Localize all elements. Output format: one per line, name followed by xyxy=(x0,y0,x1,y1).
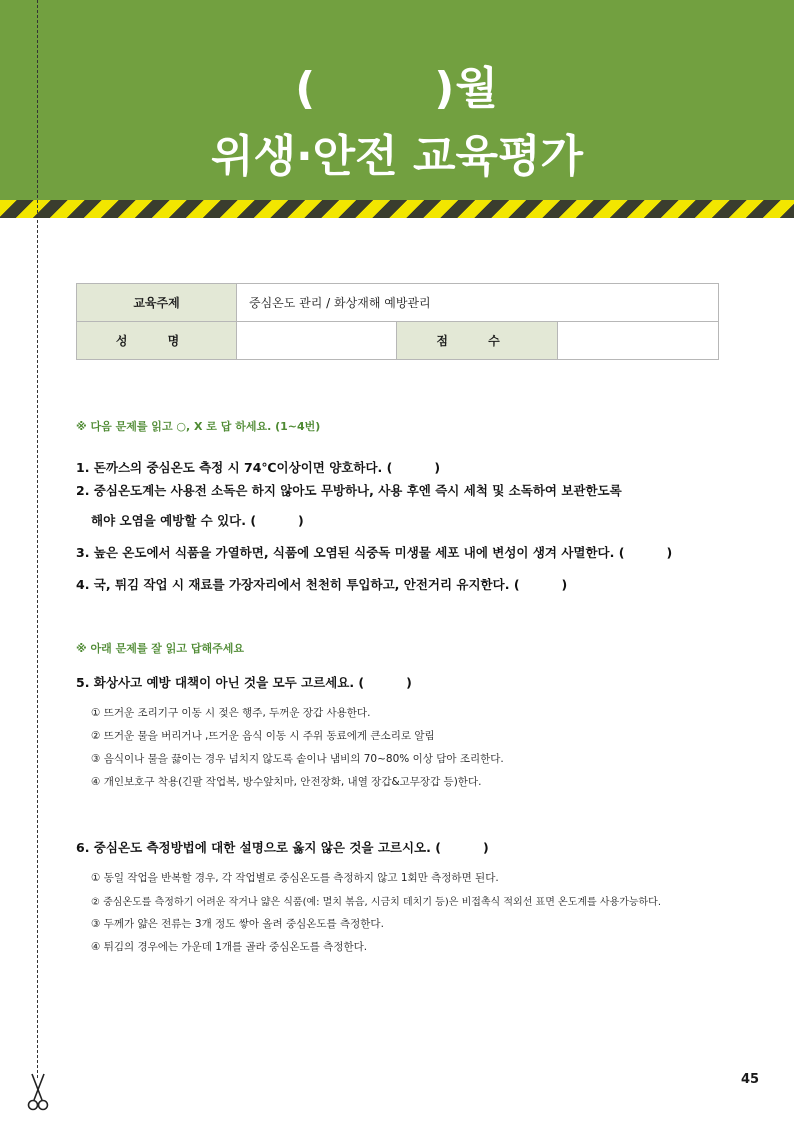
q6-option-3: ③ 두께가 얇은 전류는 3개 정도 쌓아 올려 중심온도를 측정한다. xyxy=(91,918,384,930)
question-5-text: 5. 화상사고 예방 대책이 아닌 것을 모두 고르세요. ( xyxy=(76,675,365,690)
q5-option-1: ① 뜨거운 조리기구 이동 시 젖은 행주, 두꺼운 장갑 사용한다. xyxy=(91,707,371,719)
q5-option-2: ② 뜨거운 물을 버리거나 ,뜨거운 음식 이동 시 주위 동료에게 큰소리로 알림 xyxy=(91,730,435,742)
question-2-cont xyxy=(91,511,304,529)
question-4-close: ) xyxy=(561,577,568,592)
question-5-close: ) xyxy=(406,675,412,690)
q6-option-1: ① 동일 작업을 반복할 경우, 각 작업별로 중심온도를 측정하지 않고 1회만 측정하면 된다. xyxy=(91,872,499,884)
topic-value: 중심온도 관리 / 화상재해 예방관리 xyxy=(237,284,719,322)
header-banner xyxy=(0,0,794,200)
question-4-text: 4. 국, 튀김 작업 시 재료를 가장자리에서 천천히 투입하고, 안전거리 유지한다. ( xyxy=(76,577,520,592)
question-1-close: ) xyxy=(434,460,441,475)
question-3-close: ) xyxy=(666,545,673,560)
question-1-text: 1. 돈까스의 중심온도 측정 시 74℃이상이면 양호하다. ( xyxy=(76,460,393,475)
section1-note: ※ 다음 문제를 읽고 ○, X 로 답 하세요. (1~4번) xyxy=(76,420,321,433)
question-2-cont-text: 해야 오염을 예방할 수 있다. ( xyxy=(91,513,257,528)
question-6-text: 6. 중심온도 측정방법에 대한 설명으로 옳지 않은 것을 고르시오. ( xyxy=(76,840,441,855)
caution-stripe xyxy=(0,200,794,218)
page-number: 45 xyxy=(741,1072,760,1087)
question-6-close: ) xyxy=(482,840,489,855)
question-2-close: ) xyxy=(298,513,304,528)
page-title: 위생·안전 교육평가 xyxy=(210,131,584,182)
section2-note: ※ 아래 문제를 잘 읽고 답해주세요 xyxy=(76,642,244,655)
q6-option-2: ② 중심온도를 측정하기 어려운 작거나 얇은 식품(예: 멸치 볶음, 시금치 데치기 등)은 비접촉식 적외선 표면 온도계를 사용가능하다. xyxy=(91,897,662,908)
q5-option-3: ③ 음식이나 물을 끓이는 경우 넘치지 않도록 솥이나 냄비의 70~80% 이상 담아 조리한다. xyxy=(91,753,504,765)
score-label: 점 수 xyxy=(397,322,558,360)
name-field[interactable] xyxy=(237,322,397,360)
question-2-text: 2. 중심온도계는 사용전 소독은 하지 않아도 무방하나, 사용 후엔 즉시 세척 및 소독하여 보관한도록 xyxy=(76,483,622,498)
question-3 xyxy=(76,543,672,561)
month-open-paren: ( xyxy=(295,63,317,114)
score-field[interactable] xyxy=(558,322,719,360)
q5-option-4: ④ 개인보호구 착용(긴팔 작업복, 방수앞치마, 안전장화, 내열 장갑&고무장갑 등)한다. xyxy=(91,776,482,788)
question-3-text: 3. 높은 온도에서 식품을 가열하면, 식품에 오염된 식중독 미생물 세포 내에 변성이 생겨 사멸한다. ( xyxy=(76,545,625,560)
info-table xyxy=(76,283,719,360)
topic-label: 교육주제 xyxy=(77,284,237,322)
scissors-icon xyxy=(26,1072,50,1112)
question-5 xyxy=(76,673,412,691)
cut-line xyxy=(37,0,38,1078)
q6-option-4: ④ 튀김의 경우에는 가운데 1개를 골라 중심온도를 측정한다. xyxy=(91,941,368,953)
question-6 xyxy=(76,838,489,856)
month-line xyxy=(0,52,794,116)
month-close-label: )월 xyxy=(434,63,499,114)
name-label: 성 명 xyxy=(77,322,237,360)
question-2 xyxy=(76,481,622,499)
question-1 xyxy=(76,458,440,476)
question-4 xyxy=(76,575,567,593)
